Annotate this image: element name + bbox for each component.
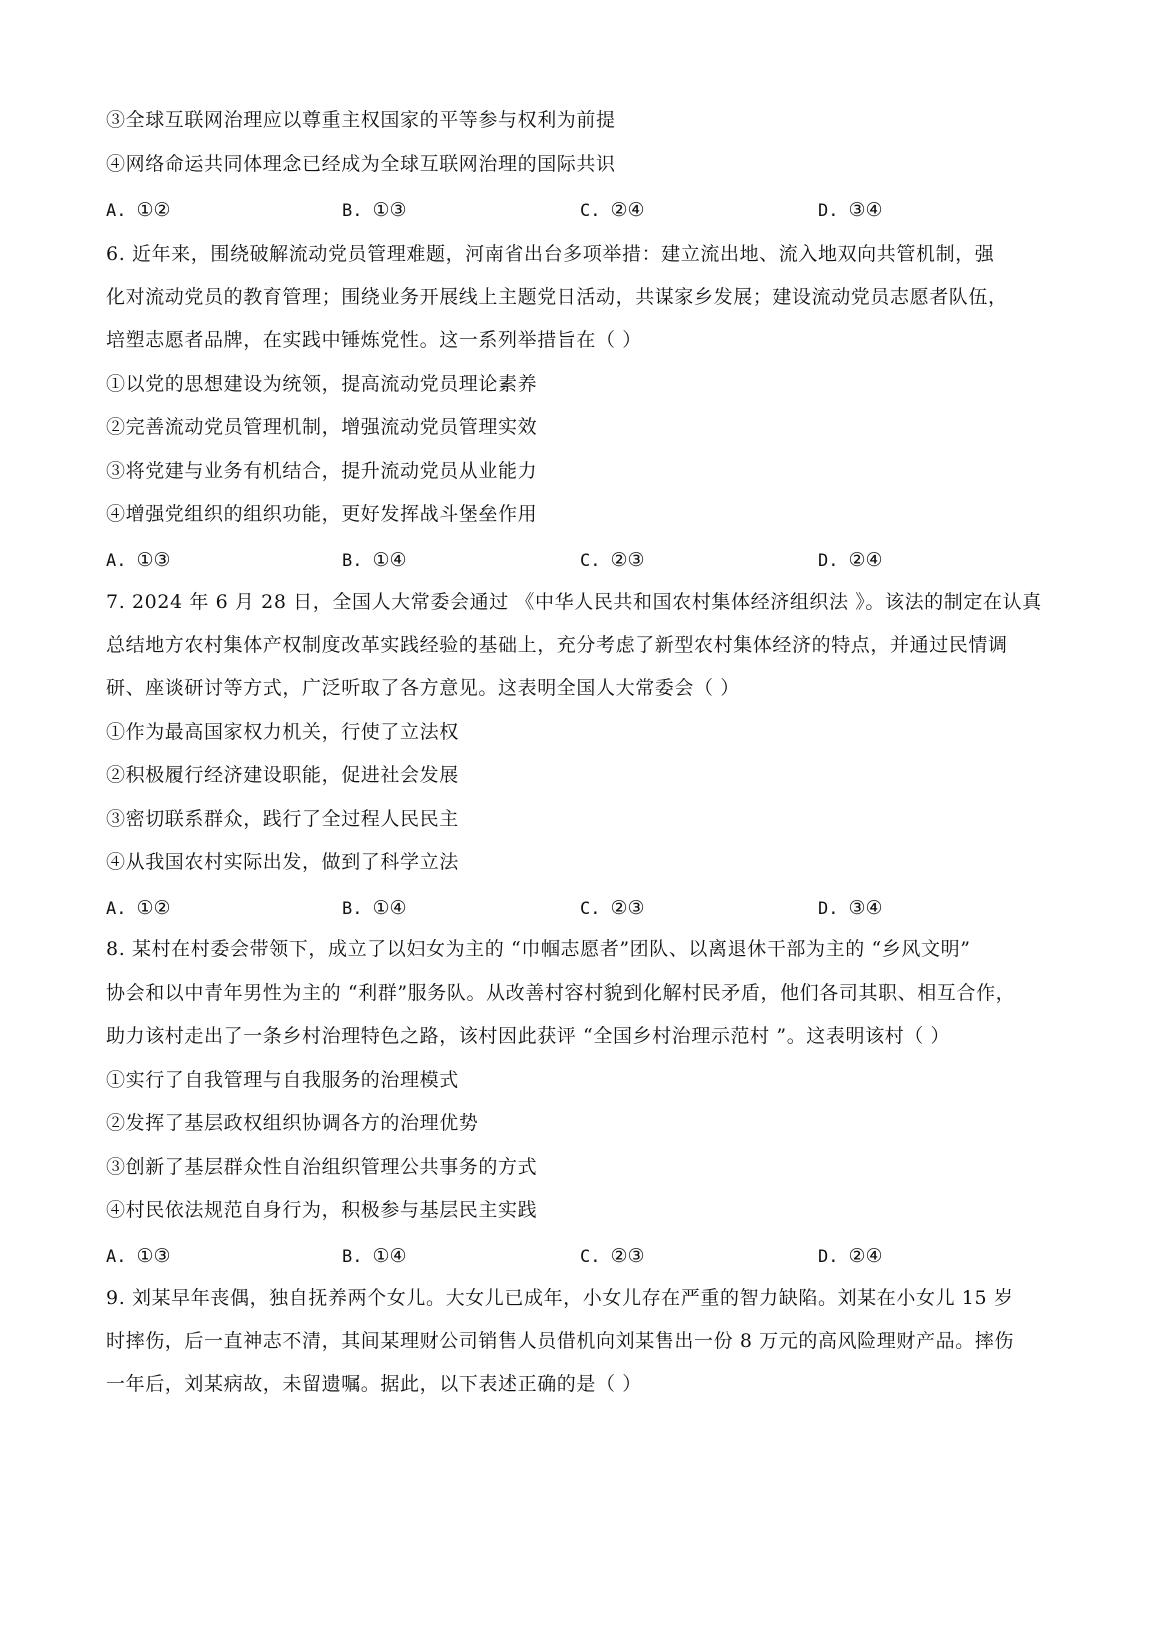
question-6-stem: 6. 近年来，围绕破解流动党员管理难题，河南省出台多项举措：建立流出地、流入地双向共管机制，强: [106, 243, 995, 265]
choice-value: ①②: [136, 897, 171, 919]
choice-value: ③④: [848, 199, 883, 221]
choice-value: ②④: [848, 549, 883, 571]
choice-letter: B.: [342, 551, 363, 571]
choice-value: ①③: [372, 199, 407, 221]
choice-value: ②④: [848, 1245, 883, 1267]
choice-value: ②③: [610, 549, 645, 571]
question-7-stem: 研、座谈研讨等方式，广泛听取了各方意见。这表明全国人大常委会（ ）: [106, 677, 740, 699]
choice-a: [106, 548, 171, 573]
option-line: ③创新了基层群众性自治组织管理公共事务的方式: [106, 1156, 538, 1178]
choice-b: [342, 1244, 407, 1269]
option-line: ②完善流动党员管理机制，增强流动党员管理实效: [106, 416, 538, 438]
choice-d: [818, 198, 883, 223]
choice-a: [106, 198, 171, 223]
choice-letter: D.: [818, 201, 839, 221]
answer-choices: [106, 896, 1056, 920]
choice-value: ③④: [848, 897, 883, 919]
question-7-stem: 7. 2024 年 6 月 28 日，全国人大常委会通过 《中华人民共和国农村集体经济组织法 》。该法的制定在认真: [106, 591, 1042, 613]
choice-value: ①④: [372, 1245, 407, 1267]
answer-choices: [106, 548, 1056, 572]
answer-choices: [106, 1244, 1056, 1268]
question-8-stem: 8. 某村在村委会带领下，成立了以妇女为主的 “巾帼志愿者”团队、以离退休干部为主的 “乡风文明”: [106, 938, 971, 960]
choice-letter: A.: [106, 551, 127, 571]
choice-c: [580, 896, 645, 921]
option-line: ③密切联系群众，践行了全过程人民民主: [106, 808, 459, 830]
choice-value: ①③: [136, 1245, 171, 1267]
choice-c: [580, 198, 645, 223]
option-line: ②积极履行经济建设职能，促进社会发展: [106, 764, 459, 786]
option-line: ①以党的思想建设为统领，提高流动党员理论素养: [106, 373, 538, 395]
choice-letter: C.: [580, 1247, 601, 1267]
choice-b: [342, 896, 407, 921]
choice-d: [818, 1244, 883, 1269]
option-line: ④村民依法规范自身行为，积极参与基层民主实践: [106, 1199, 538, 1221]
choice-letter: B.: [342, 899, 363, 919]
choice-letter: D.: [818, 1247, 839, 1267]
choice-c: [580, 1244, 645, 1269]
option-line: ④增强党组织的组织功能，更好发挥战斗堡垒作用: [106, 503, 538, 525]
question-8-stem: 协会和以中青年男性为主的 “利群”服务队。从改善村容村貌到化解村民矛盾，他们各司其职、相互合作，: [106, 982, 1016, 1004]
choice-letter: C.: [580, 899, 601, 919]
choice-letter: B.: [342, 1247, 363, 1267]
choice-d: [818, 896, 883, 921]
choice-b: [342, 548, 407, 573]
option-line: ①实行了自我管理与自我服务的治理模式: [106, 1069, 459, 1091]
choice-a: [106, 1244, 171, 1269]
question-8-stem: 助力该村走出了一条乡村治理特色之路，该村因此获评 “全国乡村治理示范村 ”。这表明该村（ ）: [106, 1025, 951, 1047]
choice-letter: A.: [106, 201, 127, 221]
choice-value: ②③: [610, 897, 645, 919]
option-line: ③全球互联网治理应以尊重主权国家的平等参与权利为前提: [106, 109, 616, 131]
option-line: ②发挥了基层政权组织协调各方的治理优势: [106, 1112, 479, 1134]
choice-value: ②③: [610, 1245, 645, 1267]
choice-d: [818, 548, 883, 573]
option-line: ④网络命运共同体理念已经成为全球互联网治理的国际共识: [106, 153, 616, 175]
option-line: ①作为最高国家权力机关，行使了立法权: [106, 721, 459, 743]
choice-value: ①②: [136, 199, 171, 221]
choice-c: [580, 548, 645, 573]
choice-value: ①④: [372, 897, 407, 919]
question-9-stem: 9. 刘某早年丧偶，独自抚养两个女儿。大女儿已成年，小女儿存在严重的智力缺陷。刘某在小女儿 15 岁: [106, 1287, 1014, 1309]
choice-letter: B.: [342, 201, 363, 221]
option-line: ④从我国农村实际出发，做到了科学立法: [106, 851, 459, 873]
question-6-stem: 化对流动党员的教育管理；围绕业务开展线上主题党日活动，共谋家乡发展；建设流动党员志愿者队伍，: [106, 286, 1008, 308]
question-9-stem: 一年后，刘某病故，未留遗嘱。据此，以下表述正确的是（ ）: [106, 1373, 642, 1395]
choice-letter: A.: [106, 1247, 127, 1267]
choice-letter: A.: [106, 899, 127, 919]
choice-letter: D.: [818, 551, 839, 571]
answer-choices: [106, 198, 1056, 222]
choice-b: [342, 198, 407, 223]
question-6-stem: 培塑志愿者品牌，在实践中锤炼党性。这一系列举措旨在（ ）: [106, 329, 642, 351]
question-7-stem: 总结地方农村集体产权制度改革实践经验的基础上，充分考虑了新型农村集体经济的特点，并通过民情调: [106, 634, 1008, 656]
choice-value: ②④: [610, 199, 645, 221]
choice-value: ①④: [372, 549, 407, 571]
choice-letter: C.: [580, 551, 601, 571]
question-9-stem: 时摔伤，后一直神志不清，其间某理财公司销售人员借机向刘某售出一份 8 万元的高风险理财产品。摔伤: [106, 1330, 1014, 1352]
choice-a: [106, 896, 171, 921]
option-line: ③将党建与业务有机结合，提升流动党员从业能力: [106, 460, 538, 482]
choice-letter: C.: [580, 201, 601, 221]
choice-letter: D.: [818, 899, 839, 919]
choice-value: ①③: [136, 549, 171, 571]
